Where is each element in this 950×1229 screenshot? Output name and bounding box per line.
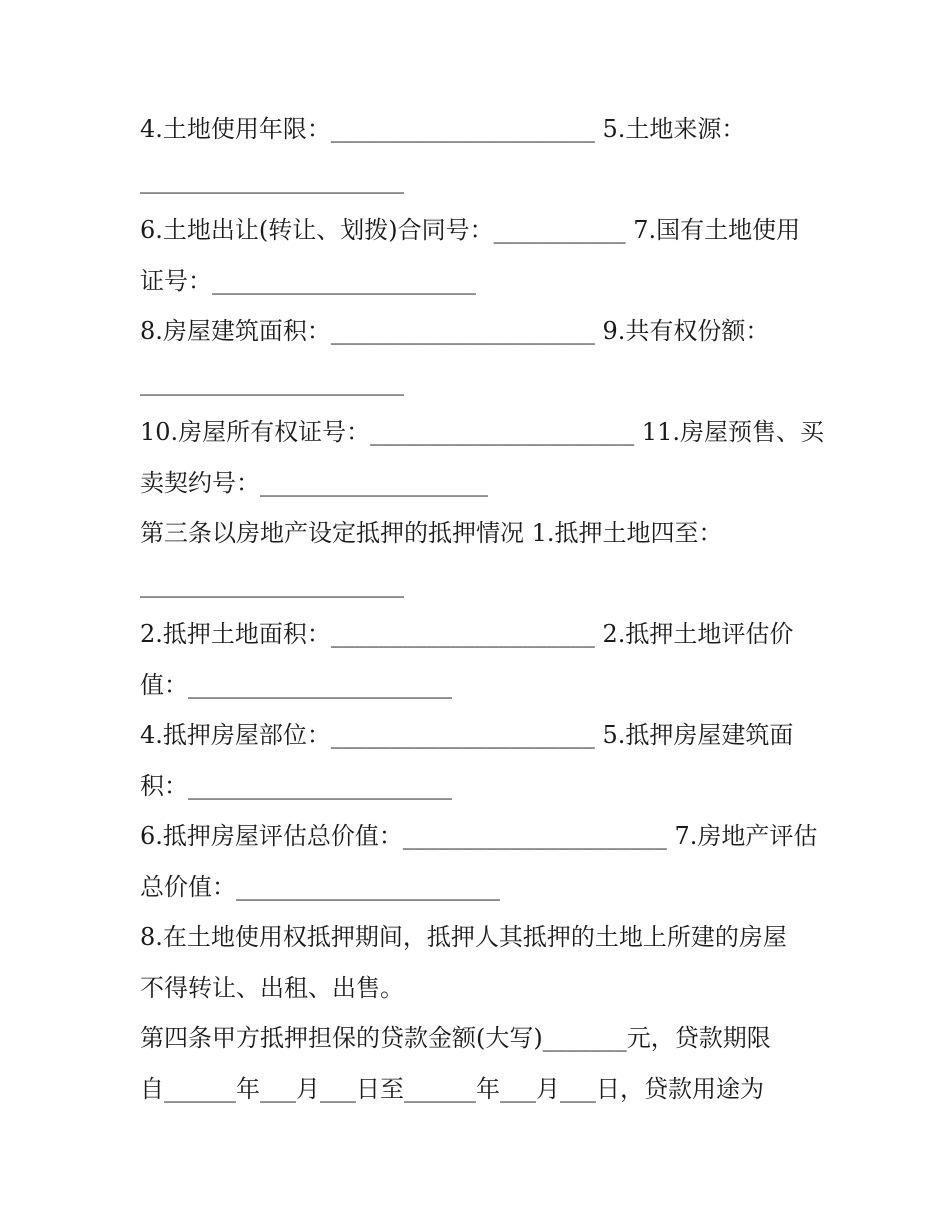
text-line: 4.土地使用年限：______________________ 5.土地来源： [140, 115, 746, 143]
document-body [140, 104, 824, 1114]
text-line: 10.房屋所有权证号：______________________ 11.房屋预售、买 [140, 418, 824, 446]
text-line: 4.抵押房屋部位：______________________ 5.抵押房屋建筑面 [140, 721, 794, 749]
text-line: ______________________ [140, 165, 404, 194]
text-line: 第四条甲方抵押担保的贷款金额(大写)_______元，贷款期限 [140, 1024, 771, 1052]
text-line: 第三条以房地产设定抵押的抵押情况 1.抵押土地四至： [140, 519, 723, 547]
text-line: 总价值：______________________ [140, 872, 500, 901]
text-line: 证号：______________________ [140, 266, 476, 295]
text-line: 不得转让、出租、出售。 [140, 973, 404, 1002]
text-line: 积：______________________ [140, 771, 452, 800]
text-line: ______________________ [140, 569, 404, 598]
text-line: 6.土地出让(转让、划拨)合同号：___________ 7.国有土地使用 [140, 216, 801, 244]
text-line: 自______年___月___日至______年___月___日，贷款用途为 [140, 1074, 764, 1103]
text-line: ______________________ [140, 367, 404, 396]
text-line: 8.房屋建筑面积：______________________ 9.共有权份额： [140, 317, 770, 345]
text-line: 卖契约号：___________________ [140, 468, 488, 497]
text-line: 6.抵押房屋评估总价值：______________________ 7.房地产评估 [140, 822, 818, 850]
text-line: 值：______________________ [140, 670, 452, 699]
text-line: 8.在土地使用权抵押期间，抵押人其抵押的土地上所建的房屋 [140, 923, 787, 951]
text-line: 2.抵押土地面积：______________________ 2.抵押土地评估价 [140, 620, 794, 648]
